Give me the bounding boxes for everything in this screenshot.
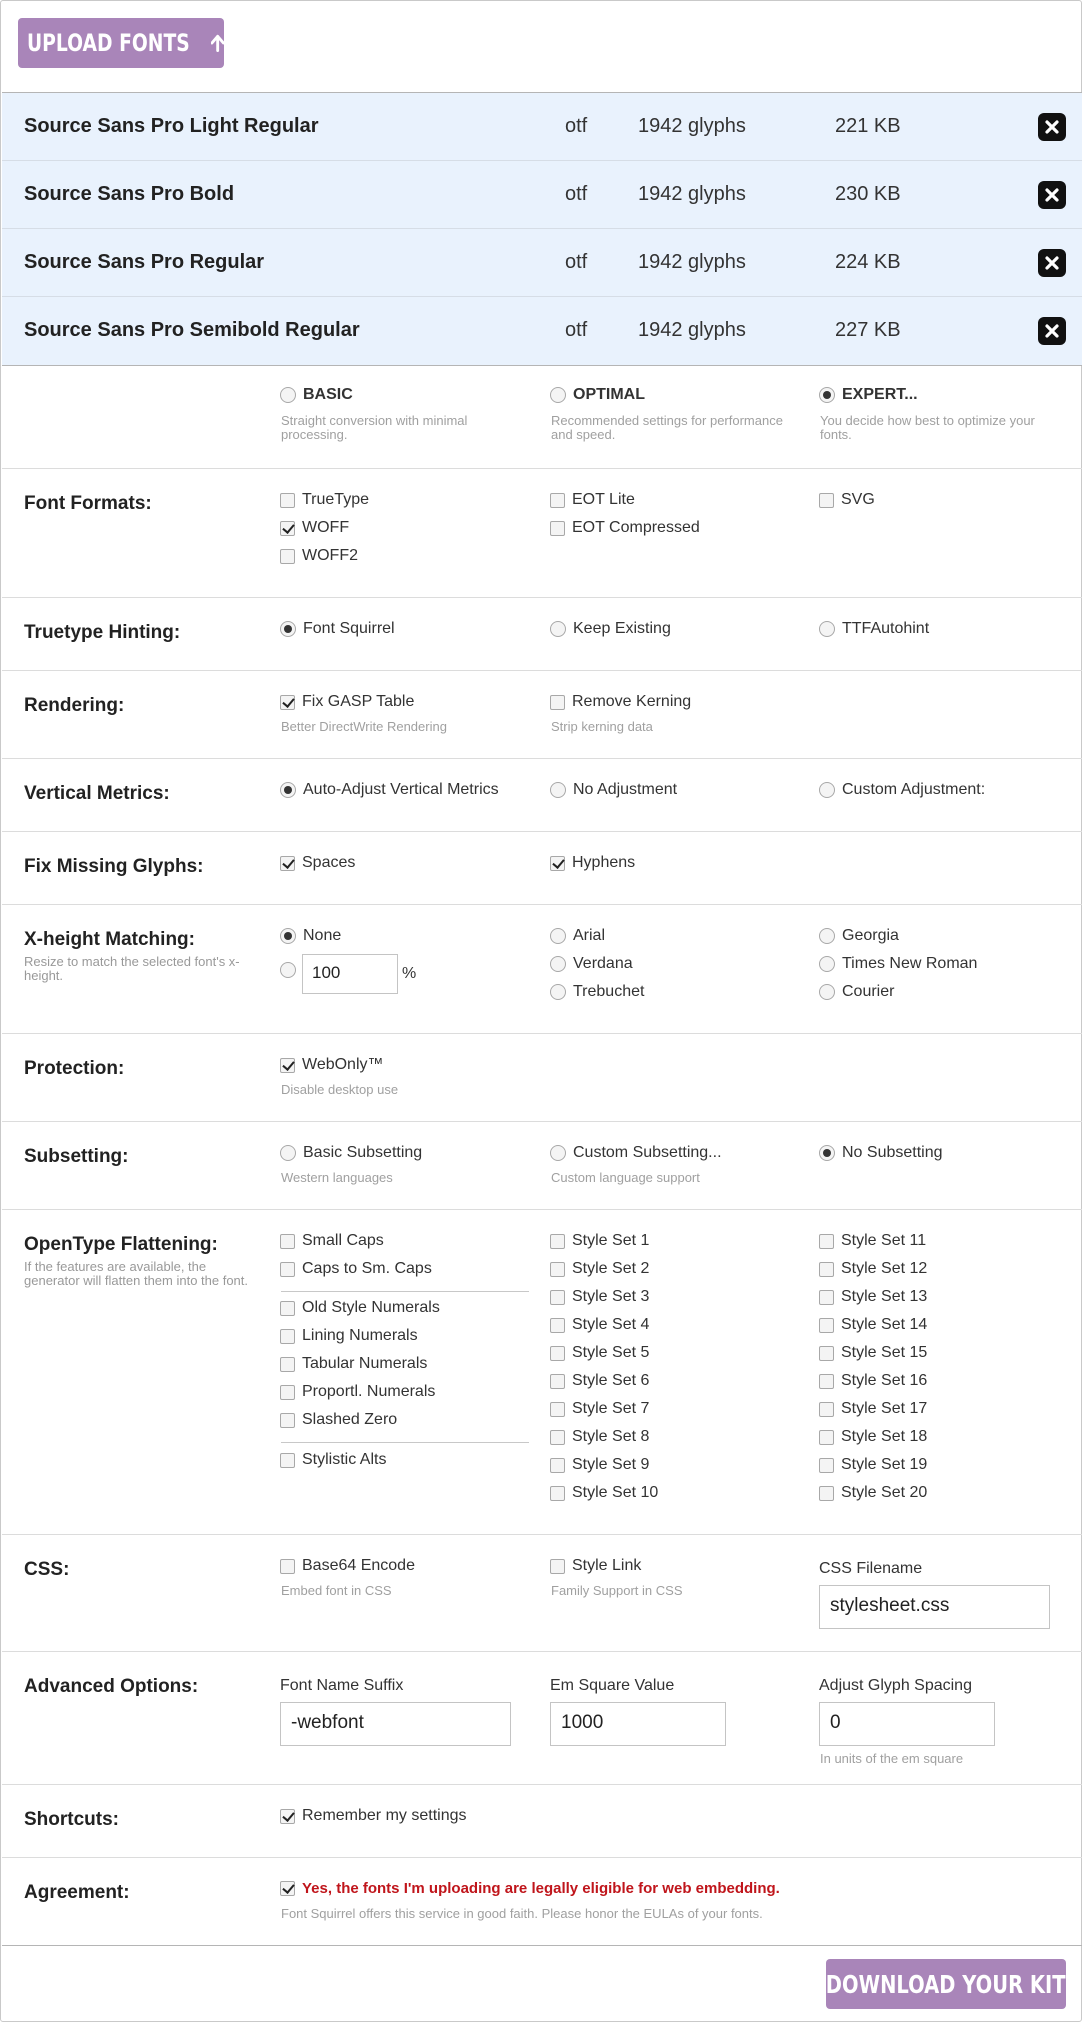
download-kit-label: DOWNLOAD YOUR KIT [826,1969,1066,1999]
option-label: Style Set 9 [572,1456,650,1473]
fix-spaces-checkbox[interactable] [280,854,355,872]
style-set-checkbox[interactable] [819,1260,927,1278]
fix-gasp-hint: Better DirectWrite Rendering [281,719,447,734]
option-label: No Subsetting [842,1144,943,1161]
font-size: 224 KB [835,251,901,273]
xheight-courier-radio[interactable] [819,983,894,1001]
option-label: Remember my settings [302,1807,467,1824]
style-set-checkbox[interactable] [550,1400,649,1418]
close-icon [1044,255,1060,271]
option-label: Hyphens [572,854,636,871]
option-label: TTFAutohint [842,620,930,637]
radio-indicator [280,1145,296,1161]
option-label: Trebuchet [573,983,645,1000]
font-glyph-count: 1942 glyphs [638,319,746,341]
option-label: Style Set 17 [841,1400,928,1417]
style-set-checkbox[interactable] [819,1316,927,1334]
checkbox-indicator [280,1262,295,1277]
close-icon [1044,119,1060,135]
opentype-label: OpenType Flattening: [24,1234,218,1255]
webonly-hint: Disable desktop use [281,1082,399,1097]
style-set-checkbox[interactable] [550,1372,649,1390]
footer-divider [2,1945,1082,1946]
checkbox-indicator [819,1318,834,1333]
uploaded-font-list [2,92,1082,366]
checkbox-indicator [819,1234,834,1249]
basic-subsetting-hint: Western languages [281,1170,393,1185]
custom-adjustment-radio[interactable] [819,781,985,799]
style-set-checkbox[interactable] [550,1288,649,1306]
close-icon [1044,187,1060,203]
css-filename-input[interactable]: stylesheet.css [819,1585,1050,1629]
style-set-checkbox[interactable] [819,1428,927,1446]
download-kit-button[interactable] [826,1959,1066,2009]
option-label: Style Set 12 [841,1260,928,1277]
font-name-suffix-input[interactable]: -webfont [280,1702,511,1746]
option-label: Tabular Numerals [302,1355,428,1372]
agreement-section [2,1858,1082,1945]
option-label: Stylistic Alts [302,1451,387,1468]
em-square-input[interactable]: 1000 [550,1702,726,1746]
format-woff-checkbox[interactable] [280,519,349,537]
font-glyph-count: 1942 glyphs [638,115,746,137]
mode-optimal-radio[interactable] [550,386,645,404]
radio-indicator [550,387,566,403]
radio-indicator [819,621,835,637]
option-label: TrueType [302,491,369,508]
radio-indicator [280,621,296,637]
option-label: Style Set 14 [841,1316,928,1333]
remove-font-button[interactable] [1038,181,1066,209]
checkbox-indicator [550,856,565,871]
xheight-none-radio[interactable] [280,927,341,945]
checkbox-indicator [550,1318,565,1333]
xheight-unit: % [402,965,417,982]
truetype-hinting-section [2,598,1082,671]
option-label: Verdana [573,955,633,972]
checkbox-indicator [280,1385,295,1400]
upload-fonts-button[interactable] [18,18,224,68]
radio-indicator [819,928,835,944]
option-label: Style Set 5 [572,1344,650,1361]
checkbox-indicator [819,1290,834,1305]
option-label: Style Set 19 [841,1456,928,1473]
option-label: Custom Subsetting... [573,1144,722,1161]
checkbox-indicator [550,1458,565,1473]
xheight-custom-radio[interactable] [280,962,303,978]
agreement-label: Agreement: [24,1882,130,1903]
radio-indicator [550,1145,566,1161]
mode-expert-label: EXPERT... [842,386,918,403]
radio-indicator [280,387,296,403]
no-adjustment-radio[interactable] [550,781,677,799]
remember-settings-checkbox[interactable] [280,1807,467,1825]
style-set-checkbox[interactable] [550,1456,649,1474]
checkbox-indicator [550,1402,565,1417]
format-woff2-checkbox[interactable] [280,547,358,565]
divider [281,1442,529,1443]
option-label: Base64 Encode [302,1557,415,1574]
format-eot-compressed-checkbox[interactable] [550,519,700,537]
xheight-georgia-radio[interactable] [819,927,899,945]
style-set-checkbox[interactable] [550,1344,649,1362]
rendering-section [2,671,1082,759]
css-filename-label: CSS Filename [819,1560,923,1577]
checkbox-indicator [280,1058,295,1073]
feature-lining-numerals-checkbox[interactable] [280,1327,418,1345]
font-name: Source Sans Pro Semibold Regular [24,319,360,341]
option-label: Proportl. Numerals [302,1383,436,1400]
checkbox-indicator [819,1458,834,1473]
agreement-text: Yes, the fonts I'm uploading are legally eligible for web embedding. [302,1880,780,1897]
font-formats-section [2,469,1082,598]
font-name: Source Sans Pro Bold [24,183,235,205]
font-glyph-count: 1942 glyphs [638,183,746,205]
option-label: SVG [841,491,875,508]
fix-missing-glyphs-section [2,832,1082,905]
font-size: 221 KB [835,115,901,137]
checkbox-indicator [550,1290,565,1305]
checkbox-indicator [550,695,565,710]
radio-indicator [280,962,296,978]
checkbox-indicator [280,549,295,564]
subsetting-label: Subsetting: [24,1146,129,1167]
checkbox-indicator [550,521,565,536]
font-type: otf [565,183,588,205]
remove-font-button[interactable] [1038,249,1066,277]
mode-optimal-hint: Recommended settings for performance and speed. [551,413,783,442]
option-label: Keep Existing [573,620,671,637]
mode-basic-label: BASIC [303,386,353,403]
option-label: Style Set 3 [572,1288,650,1305]
checkbox-indicator [819,1374,834,1389]
arrow-up-icon [211,34,224,52]
xheight-section [2,905,1082,1034]
checkbox-indicator [280,1357,295,1372]
option-label: Style Set 15 [841,1344,928,1361]
option-label: Basic Subsetting [303,1144,423,1161]
checkbox-indicator [819,1486,834,1501]
checkbox-indicator [819,1402,834,1417]
checkbox-indicator [550,1486,565,1501]
style-set-checkbox[interactable] [819,1456,927,1474]
checkbox-indicator [280,856,295,871]
font-row [2,229,1082,297]
divider [281,1291,529,1292]
font-formats-label: Font Formats: [24,493,152,514]
opentype-hint: If the features are available, the generator will flatten them into the font. [24,1259,249,1288]
option-label: Caps to Sm. Caps [302,1260,432,1277]
vertical-metrics-label: Vertical Metrics: [24,783,170,804]
style-set-checkbox[interactable] [550,1232,649,1250]
style-set-checkbox[interactable] [819,1232,926,1250]
checkbox-indicator [280,1559,295,1574]
checkbox-indicator [280,1301,295,1316]
checkbox-indicator [280,1234,295,1249]
option-label: Style Set 13 [841,1288,928,1305]
hinting-ttfautohint-radio[interactable] [819,620,929,638]
checkbox-indicator [819,1262,834,1277]
radio-indicator [550,984,566,1000]
advanced-options-label: Advanced Options: [24,1676,199,1697]
remove-font-button[interactable] [1038,113,1066,141]
feature-old-style-numerals-checkbox[interactable] [280,1299,440,1317]
checkbox-indicator [280,695,295,710]
remove-kerning-checkbox[interactable] [550,693,691,711]
option-label: Style Set 2 [572,1260,650,1277]
truetype-hinting-label: Truetype Hinting: [24,622,181,643]
feature-small-caps-checkbox[interactable] [280,1232,384,1250]
checkbox-indicator [280,493,295,508]
vertical-metrics-section [2,759,1082,832]
custom-subsetting-radio[interactable] [550,1144,722,1162]
style-link-hint: Family Support in CSS [551,1583,683,1598]
webonly-checkbox[interactable] [280,1056,384,1074]
custom-subsetting-hint: Custom language support [551,1170,700,1185]
radio-indicator [819,387,835,403]
option-label: Style Set 8 [572,1428,650,1445]
option-label: Font Squirrel [303,620,395,637]
agreement-hint: Font Squirrel offers this service in good faith. Please honor the EULAs of your fonts. [281,1906,763,1921]
xheight-value-input[interactable]: 100 [302,954,398,994]
mode-section [2,364,1082,469]
mode-basic-hint: Straight conversion with minimal processing. [281,413,468,442]
checkbox-indicator [280,1881,295,1896]
style-set-checkbox[interactable] [819,1484,927,1502]
xheight-trebuchet-radio[interactable] [550,983,644,1001]
shortcuts-label: Shortcuts: [24,1809,119,1830]
option-label: Style Set 18 [841,1428,928,1445]
style-set-checkbox[interactable] [550,1428,649,1446]
font-row [2,297,1082,365]
checkbox-indicator [550,493,565,508]
option-label: Style Set 11 [841,1232,927,1249]
format-eot-lite-checkbox[interactable] [550,491,635,509]
xheight-label: X-height Matching: [24,929,195,950]
option-label: WOFF [302,519,350,536]
style-set-checkbox[interactable] [550,1316,649,1334]
feature-stylistic-alts-checkbox[interactable] [280,1451,386,1469]
basic-subsetting-radio[interactable] [280,1144,422,1162]
format-svg-checkbox[interactable] [819,491,875,509]
font-name: Source Sans Pro Regular [24,251,265,273]
style-link-checkbox[interactable] [550,1557,641,1575]
radio-indicator [280,782,296,798]
style-set-checkbox[interactable] [550,1484,658,1502]
auto-adjust-metrics-radio[interactable] [280,781,499,799]
option-label: Style Set 6 [572,1372,650,1389]
font-row [2,93,1082,161]
em-square-label: Em Square Value [550,1677,675,1694]
option-label: Style Set 4 [572,1316,650,1333]
checkbox-indicator [550,1234,565,1249]
close-icon [1044,323,1060,339]
option-label: No Adjustment [573,781,678,798]
font-type: otf [565,319,588,341]
feature-tabular-numerals-checkbox[interactable] [280,1355,427,1373]
font-glyph-count: 1942 glyphs [638,251,746,273]
font-size: 230 KB [835,183,901,205]
remove-kerning-hint: Strip kerning data [551,719,653,734]
option-label: Spaces [302,854,356,871]
opentype-section [2,1210,1082,1535]
xheight-verdana-radio[interactable] [550,955,633,973]
checkbox-indicator [280,1809,295,1824]
option-label: Remove Kerning [572,693,692,710]
base64-encode-checkbox[interactable] [280,1557,415,1575]
glyph-spacing-hint: In units of the em square [820,1751,964,1766]
option-label: Small Caps [302,1232,384,1249]
style-set-checkbox[interactable] [550,1260,649,1278]
font-name-suffix-label: Font Name Suffix [280,1677,404,1694]
radio-indicator [550,956,566,972]
option-label: Style Set 16 [841,1372,928,1389]
option-label: Auto-Adjust Vertical Metrics [303,781,499,798]
remove-font-button[interactable] [1038,317,1066,345]
option-label: Slashed Zero [302,1411,398,1428]
feature-caps-to-small-caps-checkbox[interactable] [280,1260,432,1278]
feature-slashed-zero-checkbox[interactable] [280,1411,397,1429]
option-label: WebOnly™ [302,1056,384,1073]
option-label: Times New Roman [842,955,978,972]
format-truetype-checkbox[interactable] [280,491,369,509]
upload-fonts-label: UPLOAD FONTS [26,29,190,57]
xheight-times-radio[interactable] [819,955,977,973]
shortcuts-section [2,1785,1082,1858]
fix-missing-glyphs-label: Fix Missing Glyphs: [24,856,204,877]
font-size: 227 KB [835,319,901,341]
hinting-font-squirrel-radio[interactable] [280,620,395,638]
option-label: Arial [573,927,606,944]
mode-optimal-label: OPTIMAL [573,386,645,403]
option-label: Style Link [572,1557,642,1574]
rendering-label: Rendering: [24,695,125,716]
option-label: Style Set 20 [841,1484,928,1501]
xheight-arial-radio[interactable] [550,927,605,945]
style-set-checkbox[interactable] [819,1400,927,1418]
option-label: Georgia [842,927,899,944]
option-label: Courier [842,983,895,1000]
option-label: Style Set 10 [572,1484,659,1501]
radio-indicator [819,984,835,1000]
agreement-checkbox[interactable] [280,1880,780,1897]
protection-label: Protection: [24,1058,125,1079]
checkbox-indicator [550,1559,565,1574]
base64-encode-hint: Embed font in CSS [281,1583,392,1598]
option-label: EOT Lite [572,491,635,508]
style-set-checkbox[interactable] [819,1288,927,1306]
option-label: Fix GASP Table [302,693,415,710]
font-name: Source Sans Pro Light Regular [24,115,319,137]
option-label: Style Set 1 [572,1232,650,1249]
mode-basic-radio[interactable] [280,386,353,404]
glyph-spacing-label: Adjust Glyph Spacing [819,1677,972,1694]
font-row [2,161,1082,229]
checkbox-indicator [819,1430,834,1445]
checkbox-indicator [819,1346,834,1361]
fix-hyphens-checkbox[interactable] [550,854,635,872]
checkbox-indicator [550,1346,565,1361]
radio-indicator [280,928,296,944]
glyph-spacing-input[interactable]: 0 [819,1702,995,1746]
checkbox-indicator [280,1413,295,1428]
font-type: otf [565,251,588,273]
option-label: Custom Adjustment: [842,781,986,798]
option-label: EOT Compressed [572,519,700,536]
xheight-hint: Resize to match the selected font's x-height. [24,954,240,983]
radio-indicator [550,928,566,944]
radio-indicator [550,782,566,798]
feature-proportional-numerals-checkbox[interactable] [280,1383,435,1401]
font-type: otf [565,115,588,137]
css-label: CSS: [24,1559,70,1580]
option-label: Old Style Numerals [302,1299,440,1316]
css-section [2,1535,1082,1652]
checkbox-indicator [280,1329,295,1344]
option-label: Lining Numerals [302,1327,418,1344]
radio-indicator [819,956,835,972]
radio-indicator [550,621,566,637]
option-label: WOFF2 [302,547,358,564]
checkbox-indicator [550,1430,565,1445]
mode-expert-radio[interactable] [819,386,918,404]
protection-section [2,1034,1082,1122]
checkbox-indicator [550,1262,565,1277]
style-set-checkbox[interactable] [819,1372,927,1390]
checkbox-indicator [819,493,834,508]
option-label: Style Set 7 [572,1400,650,1417]
advanced-options-section [2,1652,1082,1785]
style-set-checkbox[interactable] [819,1344,927,1362]
checkbox-indicator [280,521,295,536]
radio-indicator [819,1145,835,1161]
radio-indicator [819,782,835,798]
hinting-keep-existing-radio[interactable] [550,620,671,638]
checkbox-indicator [280,1453,295,1468]
no-subsetting-radio[interactable] [819,1144,943,1162]
checkbox-indicator [550,1374,565,1389]
option-label: None [303,927,342,944]
fix-gasp-checkbox[interactable] [280,693,414,711]
mode-expert-hint: You decide how best to optimize your fonts. [820,413,1035,442]
subsetting-section [2,1122,1082,1210]
